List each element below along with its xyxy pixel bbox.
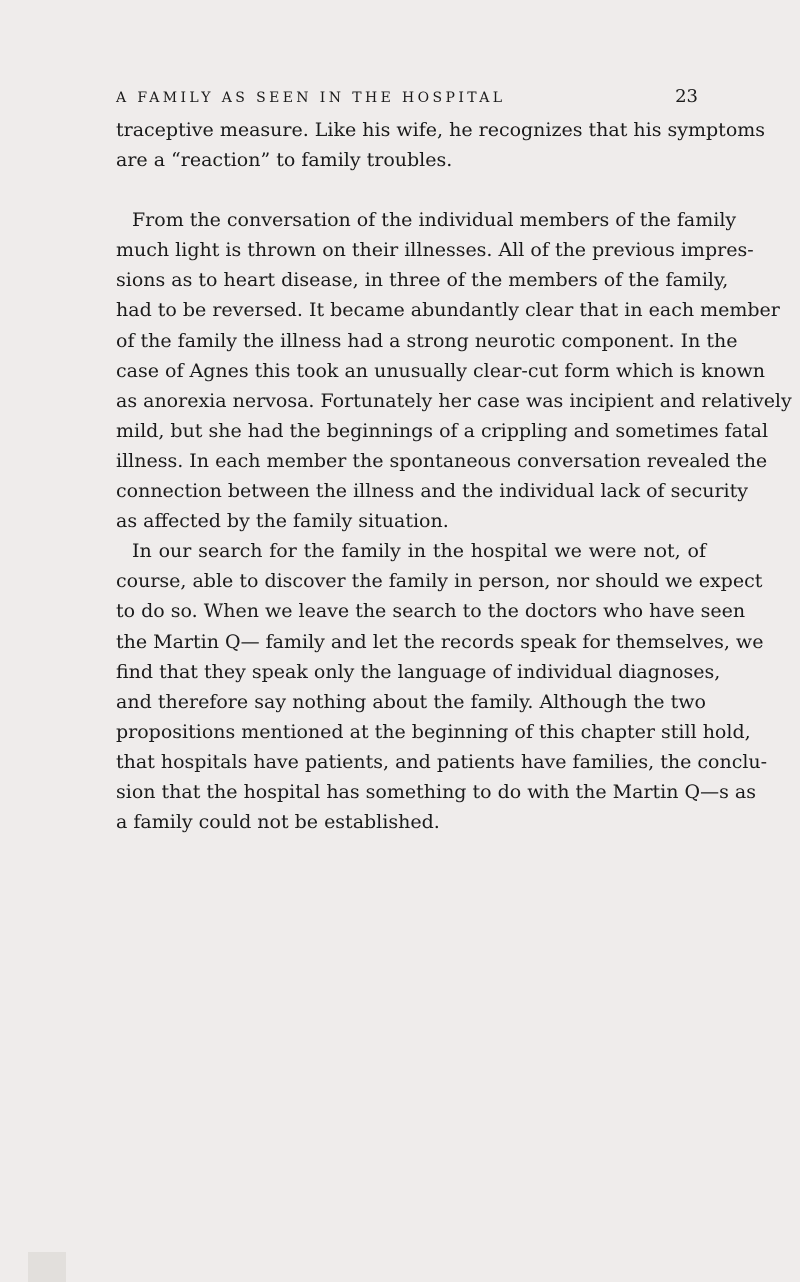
paragraph-2 [116,205,792,536]
text-line: From the conversation of the individual members of the family [132,209,737,232]
text-line: that hospitals have patients, and patients have families, the conclu- [116,750,768,773]
text-line: In our search for the family in the hospital we were not, of [132,540,706,563]
running-head [116,88,698,112]
text-line: of the family the illness had a strong neurotic component. In the [116,329,738,352]
text-line: propositions mentioned at the beginning of this chapter still hold, [116,720,751,743]
body-text [116,115,792,837]
text-line: had to be reversed. It became abundantly clear that in each member [116,299,780,322]
text-line: mild, but she had the beginnings of a crippling and sometimes fatal [116,419,769,442]
text-line: course, able to discover the family in person, nor should we expect [116,570,763,593]
text-line: a family could not be established. [116,811,440,834]
paragraph-3 [116,536,768,837]
text-line: sion that the hospital has something to do with the Martin Q—s as [116,780,756,803]
text-line: find that they speak only the language of individual diagnoses, [116,660,721,683]
text-line: connection between the illness and the individual lack of security [116,480,748,503]
running-title: A FAMILY AS SEEN IN THE HOSPITAL [116,90,506,106]
text-line: sions as to heart disease, in three of the members of the family, [116,269,729,292]
text-line: illness. In each member the spontaneous conversation revealed the [116,449,768,472]
text-line: traceptive measure. Like his wife, he recognizes that his symptoms [116,119,766,141]
page-number: 23 [675,86,698,107]
paragraph-1 [116,115,766,175]
text-line: to do so. When we leave the search to the doctors who have seen [116,600,746,623]
paragraph-gap [116,175,706,205]
text-line: as anorexia nervosa. Fortunately her case was incipient and relatively [116,389,792,412]
text-line: case of Agnes this took an unusually clear-cut form which is known [116,359,766,382]
text-line: and therefore say nothing about the family. Although the two [116,690,706,713]
scan-artifact [28,1252,66,1282]
text-line: the Martin Q— family and let the records speak for themselves, we [116,630,764,653]
text-line: as affected by the family situation. [116,510,449,533]
text-line: are a “reaction” to family troubles. [116,149,453,172]
text-line: much light is thrown on their illnesses. All of the previous impres- [116,239,754,262]
